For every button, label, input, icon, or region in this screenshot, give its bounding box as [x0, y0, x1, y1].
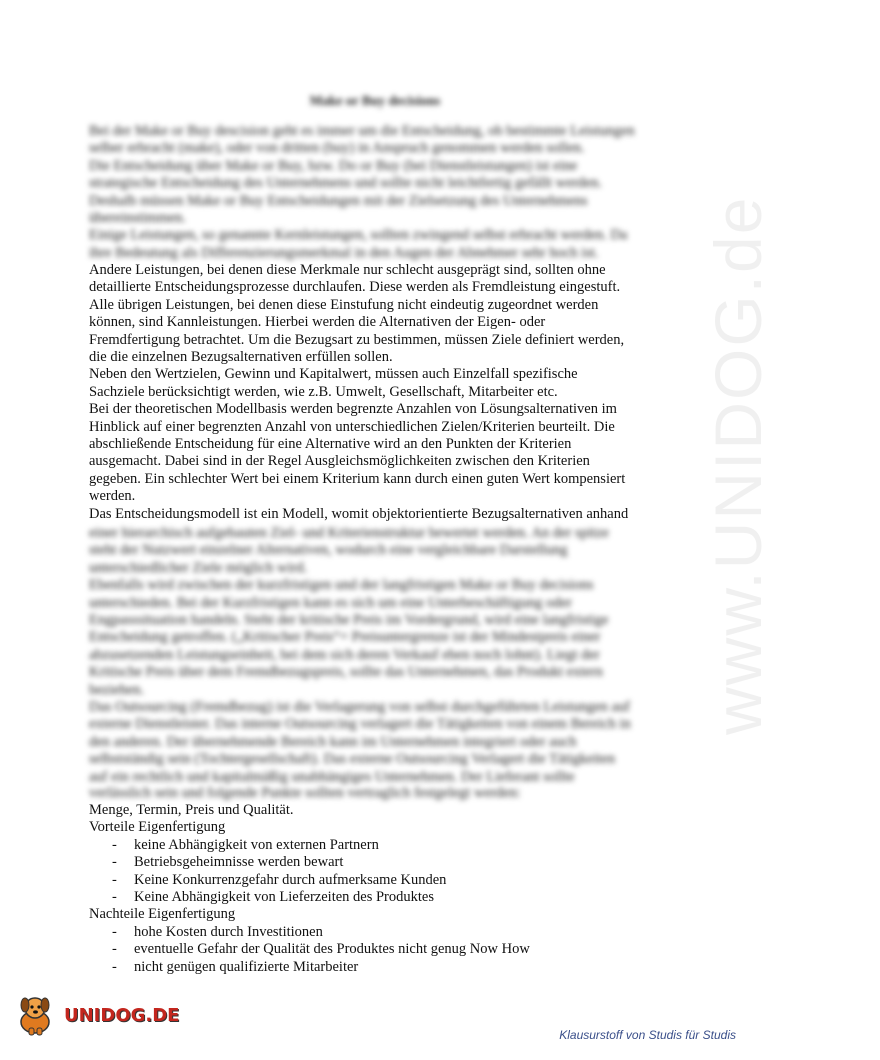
- text-line: können, sind Kannleistungen. Hierbei werden die Alternativen der Eigen- oder: [89, 314, 546, 331]
- text-line: Alle übrigen Leistungen, bei denen diese Einstufung nicht eindeutig zugeordnet werden: [89, 296, 599, 313]
- text-line: Deshalb müssen Make or Buy Entscheidungen mit der Zielsetzung des Unternehmens: [89, 192, 588, 209]
- text-line: Engpasssituation handeln. Steht der kritische Preis im Vordergrund, wird eine langfristige: [89, 612, 609, 629]
- text-line: abzusetzenden Leistungseinheit, bei dem sich deren Verkauf eben noch lohnt). Liegt der: [89, 646, 600, 663]
- text-line: Die Entscheidung über Make or Buy, bzw. Do or Buy (bei Dienstleistungen) ist eine: [89, 157, 578, 174]
- text-line: den anderen. Der übernehmende Bereich kann im Unternehmen integriert oder auch: [89, 733, 577, 750]
- nachteile-heading: Nachteile Eigenfertigung: [89, 906, 236, 923]
- text-line: Entscheidung getroffen. („Kritischer Preis“= Preisuntergrenze ist der Mindestpreis einer: [89, 629, 601, 646]
- text-line: auf ein rechtlich und kapitalmäßig unabhängiges Unternehmen. Der Lieferant sollte: [89, 768, 575, 785]
- list-item: - Betriebsgeheimnisse werden bewart: [89, 854, 664, 871]
- list-item: - keine Abhängigkeit von externen Partnern: [89, 837, 664, 854]
- text-line: steht der Nutzwert einzelner Alternativen, wodurch eine vergleichbare Darstellung: [89, 542, 568, 559]
- text-line: einer hierarchisch aufgebauten Ziel- und Kriterienstruktur bewertet werden. An der spitze: [89, 525, 609, 541]
- text-line: strategische Entscheidung des Unternehmens und sollte nicht leichtfertig gefällt werden.: [89, 175, 602, 192]
- text-line: detaillierte Entscheidungsprozesse durchlaufen. Diese werden als Fremdleistung eingestuft.: [89, 279, 621, 296]
- text-line: Fremdfertigung betrachtet. Um die Bezugsart zu bestimmen, müssen Ziele definiert werden,: [89, 331, 625, 348]
- text-line: Hinblick auf einer begrenzten Anzahl von unterschiedlichen Zielen/Kriterien beurteilt. Die: [89, 418, 615, 435]
- footer-tagline: Klausurstoff von Studis für Studis: [559, 1028, 736, 1042]
- watermark-text: www.UNIDOG.de: [701, 195, 775, 735]
- dog-mascot-icon: [12, 992, 58, 1038]
- text-line: gegeben. Ein schlechter Wert bei einem Kriterium kann durch einen guten Wert kompensiert: [89, 470, 626, 487]
- text-line: externe Dienstleister. Das interne Outsourcing verlagert die Tätigkeiten von einem Bereich in: [89, 716, 631, 733]
- overlap-line: verlässlich sein und folgende Punkte sollten vertraglich festgelegt werden:: [89, 785, 521, 801]
- text-line: übereinstimmen.: [89, 210, 187, 227]
- list-item: - eventuelle Gefahr der Qualität des Produktes nicht genug Now How: [89, 941, 664, 958]
- outsourcing-paragraph-blurred: [89, 525, 664, 786]
- text-line: Sachziele berücksichtigt werden, wie z.B. Umwelt, Gesellschaft, Mitarbeiter etc.: [89, 383, 558, 400]
- text-line: Ebenfalls wird zwischen der kurzfristigen und der langfristigen Make or Buy decisions: [89, 577, 594, 594]
- text-line: selbstständig sein (Tochtergesellschaft). Das externe Outsourcing Verlagert die Tätigkeiten: [89, 751, 616, 768]
- text-line: ihre Bedeutung als Differenzierungsmerkmal in den Augen der Abnehmer sehr hoch ist.: [89, 244, 599, 261]
- list-item: - Keine Abhängigkeit von Lieferzeiten des Produktes: [89, 889, 664, 906]
- text-line: Einige Leistungen, so genannte Kernleistungen, sollten zwingend selbst erbracht werden. Da: [89, 227, 628, 244]
- main-paragraphs: [89, 262, 664, 523]
- text-line: selber erbracht (make), oder von dritten (buy) in Anspruch genommen werden sollen.: [89, 140, 585, 157]
- text-line: Das Outsourcing (Fremdbezug) ist die Verlagerung von selbst durchgeführten Leistungen auf: [89, 699, 630, 716]
- text-line: unterschiedlicher Ziele möglich wird.: [89, 559, 308, 576]
- logo-text: UNIDOG.DE: [64, 1004, 180, 1026]
- list-item: - hohe Kosten durch Investitionen: [89, 924, 664, 941]
- text-line: beziehen.: [89, 681, 145, 698]
- intro-paragraph-blurred: [89, 123, 664, 262]
- unidog-logo[interactable]: [12, 990, 182, 1040]
- text-line: unterschieden. Bei der Kurzfristigen kann es sich um eine Unterbeschäftigung oder: [89, 594, 572, 611]
- list-item: - nicht genügen qualifizierte Mitarbeiter: [89, 959, 664, 976]
- text-line: Bei der Make or Buy descision geht es immer um die Entscheidung, ob bestimmte Leistungen: [89, 123, 635, 139]
- pros-cons-section: [89, 802, 664, 976]
- text-line: abschließende Entscheidung für eine Alternative wird an den Punkten der Kriterien: [89, 436, 572, 453]
- text-line: Neben den Wertzielen, Gewinn und Kapitalwert, müssen auch Einzelfall spezifische: [89, 366, 578, 383]
- text-line: Das Entscheidungsmodell ist ein Modell, womit objektorientierte Bezugsalternativen anhand: [89, 505, 629, 522]
- text-line: Andere Leistungen, bei denen diese Merkmale nur schlecht ausgeprägt sind, sollten ohne: [89, 262, 606, 278]
- list-item: - Keine Konkurrenzgefahr durch aufmerksame Kunden: [89, 872, 664, 889]
- nachteile-list: [89, 924, 664, 976]
- vorteile-heading: Vorteile Eigenfertigung: [89, 819, 226, 836]
- vorteile-list: [89, 837, 664, 907]
- text-line: Bei der theoretischen Modellbasis werden begrenzte Anzahlen von Lösungsalternativen im: [89, 401, 617, 418]
- text-line: die die einzelnen Bezugsalternativen erfüllen sollen.: [89, 349, 393, 366]
- text-line: ausgemacht. Dabei sind in der Regel Ausgleichsmöglichkeiten zwischen den Kriterien: [89, 453, 590, 470]
- document-title: Make or Buy decisions: [309, 93, 441, 108]
- summary-line: Menge, Termin, Preis und Qualität.: [89, 802, 294, 818]
- text-line: Kritische Preis über dem Fremdbezugspreis, sollte das Unternehmen, das Produkt extern: [89, 664, 603, 681]
- text-line: werden.: [89, 488, 136, 505]
